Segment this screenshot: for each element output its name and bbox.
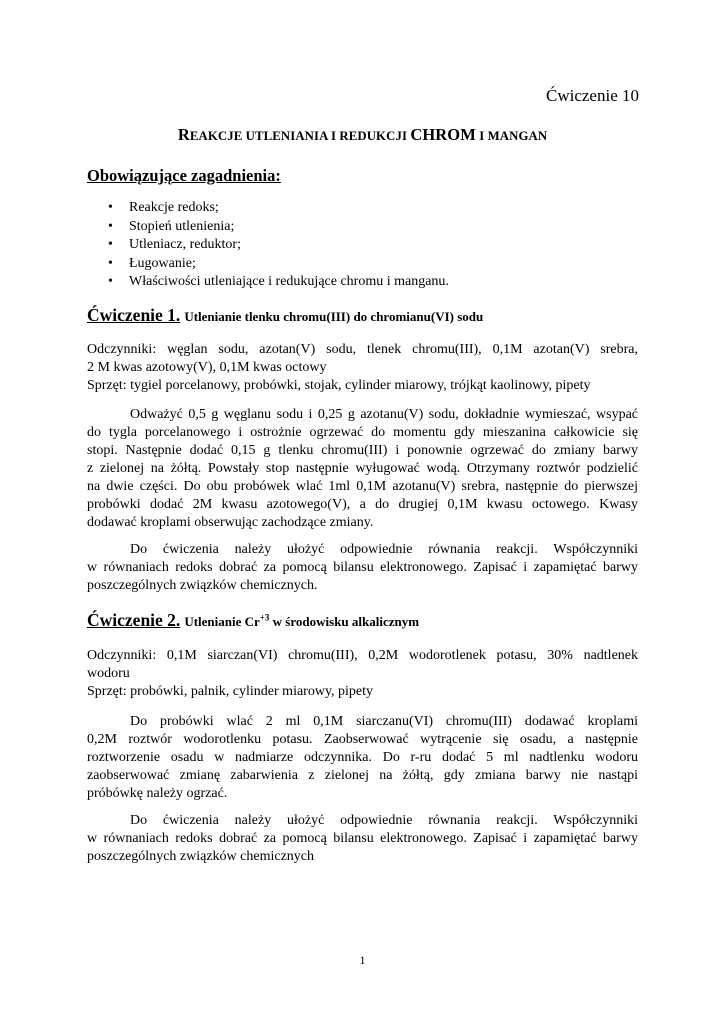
exercise-2-description: Utlenianie $Cr^{+3}$ w środowisku alkalicznym — [184, 612, 420, 629]
exercise-1-procedure: Odważyć 0,5 g węglanu sodu i 0,25 g azotanu(V) sodu, dokładnie wymieszać, wsypać do tygla porcelanowego i ostrożnie ogrzewać do momentu gdy mieszanina całkowicie się stopi. Następnie dodać 0,15 g tlenku chromu(III) i ponownie ogrzewać do zmiany barwy z zielonej na żółtą. Powstały stop następnie wyługować wodą. Otrzymany roztwór podzielić na dwie części. Do obu probówek wlać 1ml 0,1M azotanu(V) srebra, następnie do pierwszej probówki dodać 2M kwasu azotowego(V), a do drugiej 0,1M kwasu octowego. Kwasy dodawać kroplami obserwując zachodzące zmiany. — [87, 407, 638, 530]
topics-list — [108, 199, 449, 292]
page-number: 1 — [359, 953, 366, 967]
list-item: • Właściwości utleniające i redukujące chromu i manganu. — [108, 273, 449, 292]
page-title — [0, 125, 725, 145]
bullet-icon: • — [108, 218, 113, 234]
exercise-2-note: Do ćwiczenia należy ułożyć odpowiednie równania reakcji. Współczynniki w równaniach redoks dobrać za pomocą bilansu elektronowego. Zapisać i zapamiętać barwy poszczególnych związków chemicznych — [87, 813, 638, 864]
list-item: • Reakcje redoks; — [108, 199, 449, 218]
title-part: CHROM — [410, 125, 476, 144]
exercise-label: Ćwiczenie 10 — [546, 86, 639, 105]
exercise-2-number: Ćwiczenie 2. — [87, 610, 181, 630]
bullet-icon: • — [108, 200, 113, 215]
exercise-1-heading — [87, 305, 483, 326]
exercise-1-description: Utlenianie tlenku chromu(III) do chromianu(VI) sodu — [184, 309, 484, 324]
exercise-1-note: Do ćwiczenia należy ułożyć odpowiednie równania reakcji. Współczynniki w równaniach redoks dobrać za pomocą bilansu elektronowego. Zapisać i zapamiętać barwy poszczególnych związków chemicznych. — [87, 542, 638, 593]
exercise-2-equipment: Sprzęt: probówki, palnik, cylinder miarowy, pipety — [87, 684, 374, 699]
exercise-1-equipment: Sprzęt: tygiel porcelanowy, probówki, stojak, cylinder miarowy, trójkąt kaolinowy, pipety — [87, 378, 591, 393]
list-item: • Utleniacz, reduktor; — [108, 236, 449, 255]
exercise-2-reagents: Odczynniki: 0,1M siarczan(VI) chromu(III), 0,2M wodorotlenek potasu, 30% nadtlenek wodoru Sprzęt: probówki, palnik, cylinder miarowy, pipety — [87, 648, 638, 699]
exercise-1-number: Ćwiczenie 1. — [87, 305, 181, 325]
bullet-icon: • — [108, 237, 113, 252]
title-part: R — [177, 125, 190, 144]
exercise-2-procedure: Do probówki wlać 2 ml 0,1M siarczanu(VI) chromu(III) dodawać kroplami 0,2M roztwór wodorotlenku potasu. Zaobserwować wytrącenie się osadu, a następnie roztworzenie osadu w nadmiarze odczynnika. Do r-ru dodać 5 ml nadtlenku wodoru zaobserwować zmianę zabarwienia z zielonej na żółtą, gdy zmiana barwy nie nastąpi próbówkę należy ogrzać. — [87, 714, 638, 801]
bullet-icon: • — [108, 255, 113, 271]
bullet-icon: • — [108, 274, 113, 289]
list-item: • Stopień utlenienia; — [108, 218, 449, 237]
title-part: EAKCJE UTLENIANIA I REDUKCJI — [189, 129, 411, 143]
list-item: • Ługowanie; — [108, 255, 449, 274]
topics-heading: Obowiązujące zagadnienia: — [87, 166, 281, 185]
exercise-2-heading — [87, 610, 419, 631]
exercise-1-reagents: Odczynniki: węglan sodu, azotan(V) sodu, tlenek chromu(III), 0,1M azotan(V) srebra, 2 M kwas azotowy(V), 0,1M kwas octowy Sprzęt: tygiel porcelanowy, probówki, stojak, cylinder miarowy, trójkąt kaolinowy, pipety — [87, 342, 638, 393]
title-part: I MANGAN — [475, 129, 548, 143]
